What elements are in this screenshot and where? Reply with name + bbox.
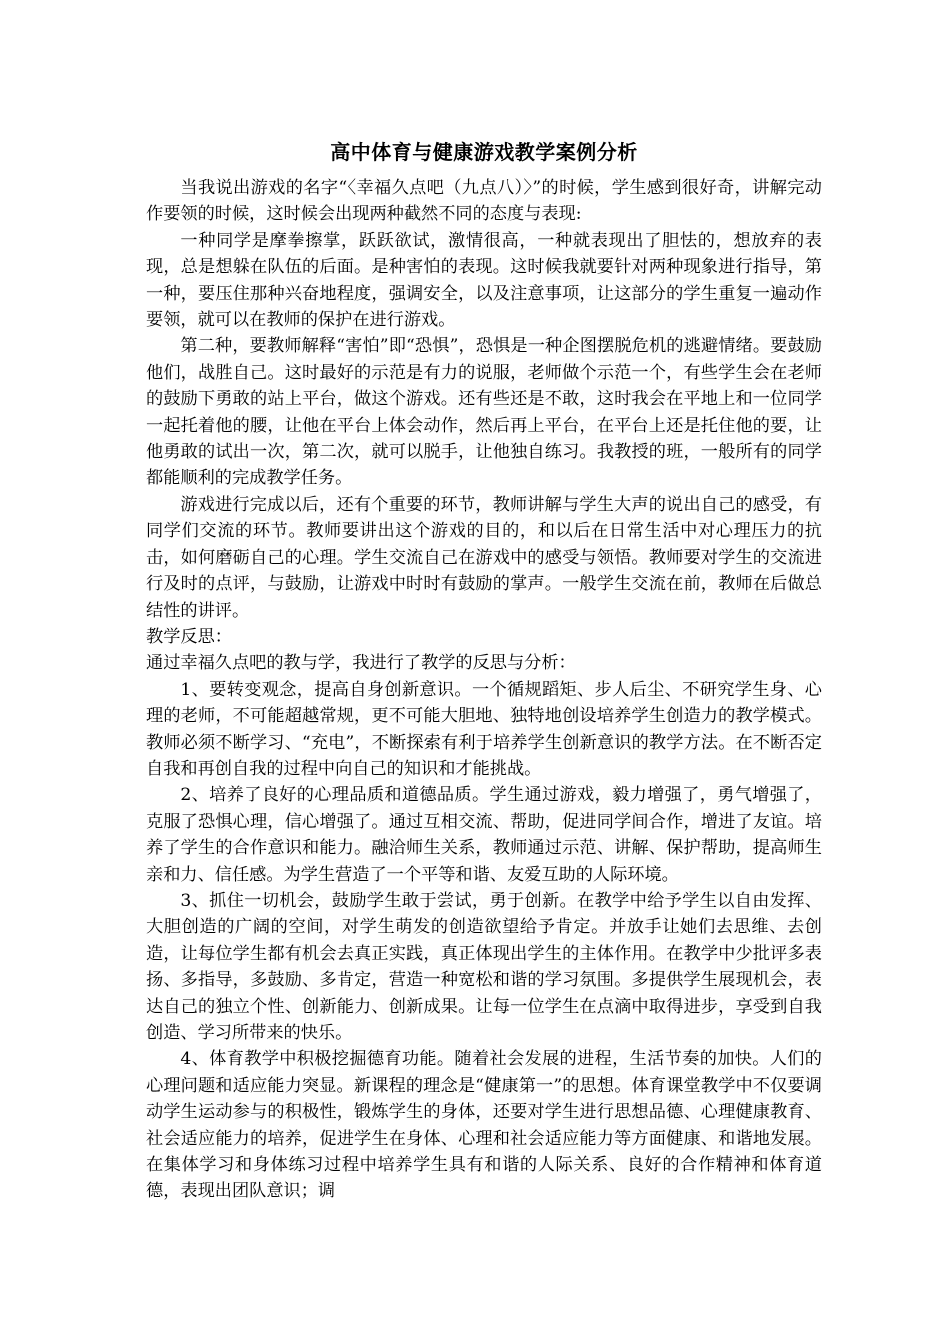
paragraph: 2、培养了良好的心理品质和道德品质。学生通过游戏，毅力增强了，勇气增强了，克服了恐惧心理，信心增强了。通过互相交流、帮助，促进同学间合作，增进了友谊。培养了学生的合作意识和能力。融洽师生关系，教师通过示范、讲解、保护帮助，提高师生亲和力、信任感。为学生营造了一个平等和谐、友爱互助的人际环境。: [146, 785, 822, 885]
paragraph: 通过幸福久点吧的教与学，我进行了教学的反思与分析：: [146, 653, 576, 674]
paragraph: 一种同学是摩拳擦掌，跃跃欲试，激情很高，一种就表现出了胆怯的，想放弃的表现，总是想躲在队伍的后面。是种害怕的表现。这时候我就要针对两种现象进行指导，第一种，要压住那种兴奋地程度，强调安全，以及注意事项，让这部分的学生重复一遍动作要领，就可以在教师的保护在进行游戏。: [146, 230, 822, 331]
paragraph: 4、体育教学中积极挖掘德育功能。随着社会发展的进程，生活节奏的加快。人们的心理问题和适应能力突显。新课程的理念是“健康第一”的思想。体育课堂教学中不仅要调动学生运动参与的积极性，锻炼学生的身体，还要对学生进行思想品德、心理健康教育、社会适应能力的培养，促进学生在身体、心理和社会适应能力等方面健康、和谐地发展。在集体学习和身体练习过程中培养学生具有和谐的人际关系、良好的合作精神和体育道德，表现出团队意识；调: [146, 1049, 822, 1202]
document-title: 高中体育与健康游戏教学案例分析: [330, 140, 638, 164]
document-body: [146, 175, 822, 1205]
paragraph: 游戏进行完成以后，还有个重要的环节，教师讲解与学生大声的说出自己的感受，有同学们交流的环节。教师要讲出这个游戏的目的，和以后在日常生活中对心理压力的抗击，如何磨砺自己的心理。学生交流自己在游戏中的感受与领悟。教师要对学生的交流进行及时的点评，与鼓励，让游戏中时时有鼓励的掌声。一般学生交流在前，教师在后做总结性的讲评。: [146, 494, 822, 621]
section-heading-reflection: 教学反思：: [146, 626, 232, 647]
paragraph: 第二种，要教师解释“害怕”即“恐惧”，恐惧是一种企图摆脱危机的逃避情绪。要鼓励他们，战胜自己。这时最好的示范是有力的说服，老师做个示范一个，有些学生会在老师的鼓励下勇敢的站上平台，做这个游戏。还有些还是不敢，这时我会在平地上和一位同学一起托着他的腰，让他在平台上体会动作，然后再上平台，在平台上还是托住他的要，让他勇敢的试出一次，第二次，就可以脱手，让他独自练习。我教授的班，一般所有的同学都能顺利的完成教学任务。: [146, 336, 822, 489]
paragraph: 当我说出游戏的名字“〈幸福久点吧（九点八）〉”的时候，学生感到很好奇，讲解完动作要领的时候，这时候会出现两种截然不同的态度与表现:: [146, 178, 822, 225]
paragraph: 3、抓住一切机会，鼓励学生敢于尝试，勇于创新。在教学中给予学生以自由发挥、大胆创造的广阔的空间，对学生萌发的创造欲望给予肯定。并放手让她们去思维、去创造，让每位学生都有机会去真正实践，真正体现出学生的主体作用。在教学中少批评多表扬、多指导，多鼓励、多肯定，营造一种宽松和谐的学习氛围。多提供学生展现机会，表达自己的独立个性、创新能力、创新成果。让每一位学生在点滴中取得进步，享受到自我创造、学习所带来的快乐。: [146, 890, 822, 1043]
document-page: [146, 139, 822, 1205]
paragraph: 1、要转变观念，提高自身创新意识。一个循规蹈矩、步人后尘、不研究学生身、心理的老师，不可能超越常规，更不可能大胆地、独特地创设培养学生创造力的教学模式。教师必须不断学习、“充电”，不断探索有利于培养学生创新意识的教学方法。在不断否定自我和再创自我的过程中向自己的知识和才能挑战。: [146, 679, 822, 779]
